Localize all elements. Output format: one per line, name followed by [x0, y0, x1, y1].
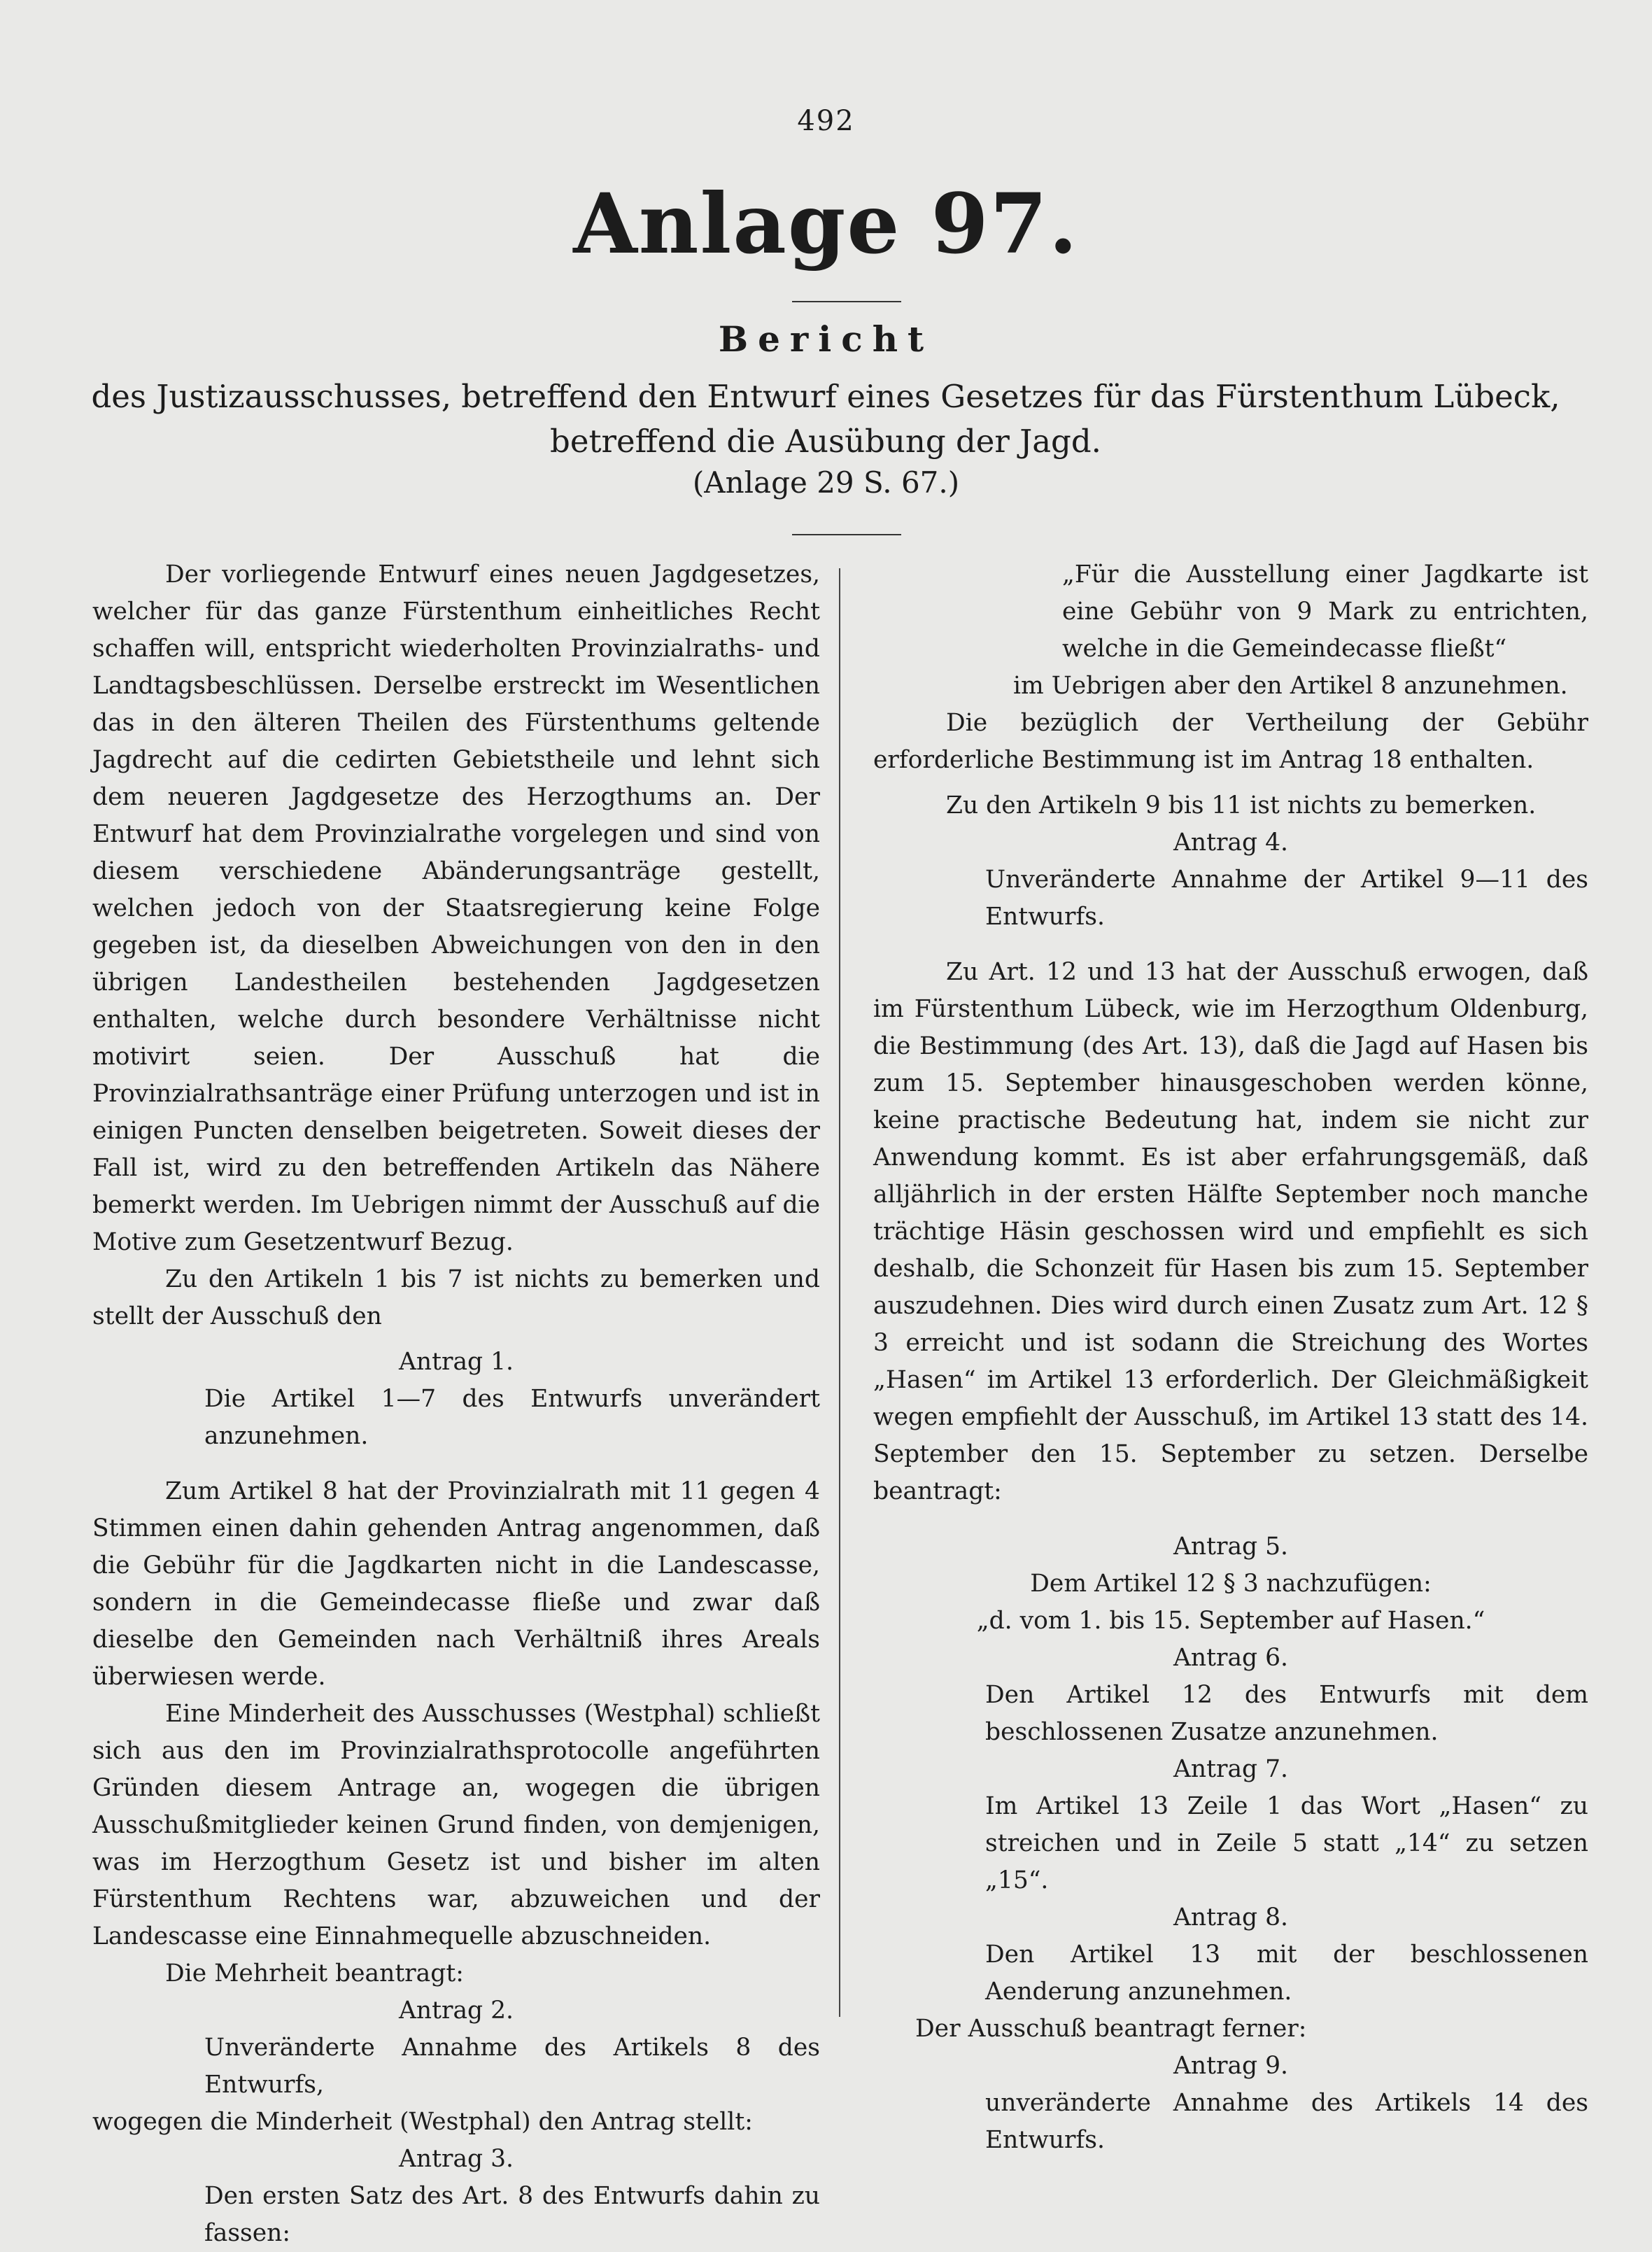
minority-motion-paragraph: wogegen die Minderheit (Westphal) den Antrag stellt: [92, 2108, 753, 2136]
articles-9-11-paragraph: Zu den Artikeln 9 bis 11 ist nichts zu bemerken. [946, 791, 1537, 819]
fee-distribution-paragraph: Die bezüglich der Vertheilung der Gebühr erforderliche Bestimmung ist im Antrag 18 enthalten. [873, 709, 1588, 774]
quoted-article-text: „Für die Ausstellung einer Jagdkarte ist eine Gebühr von 9 Mark zu entrichten, welche in die Gemeindecasse fließt“ [1062, 561, 1588, 663]
antrag-8-heading: Antrag 8. [1173, 1903, 1289, 1931]
antrag-1-heading: Antrag 1. [398, 1348, 514, 1376]
antrag-7-text: Im Artikel 13 Zeile 1 das Wort „Hasen“ zu streichen und in Zeile 5 statt „14“ zu setzen „15“. [985, 1792, 1588, 1894]
anlage-reference: (Anlage 29 S. 67.) [692, 465, 960, 500]
antrag-4-text: Unveränderte Annahme der Artikel 9—11 des Entwurfs. [985, 866, 1588, 931]
majority-paragraph: Die Mehrheit beantragt: [165, 1959, 464, 1987]
antrag-2-text: Unveränderte Annahme des Artikels 8 des Entwurfs, [204, 2034, 820, 2099]
antrag-4-heading: Antrag 4. [1173, 829, 1289, 857]
articles-12-13-paragraph: Zu Art. 12 und 13 hat der Ausschuß erwogen, daß im Fürstenthum Lübeck, wie im Herzogthum Oldenburg, die Bestimmung (des Art. 13), daß die Jagd auf Hasen bis zum 15. September hinausgeschoben werden könne, keine practische Bedeutung hat, indem sie nicht zur Anwendung kommt. Es ist aber erfahrungsgemäß, daß alljährlich in der ersten Hälfte September noch manche trächtige Häsin geschossen wird und empfiehlt es sich deshalb, die Schonzeit für Hasen bis zum 15. September auszudehnen. Dies wird durch einen Zusatz zum Art. 12 § 3 erreicht und ist sodann die Streichung des Wortes „Hasen“ im Artikel 13 erforderlich. Der Gleichmäßigkeit wegen empfiehlt der Ausschuß, im Artikel 13 statt des 14. September den 15. September zu setzen. Derselbe beantragt: [873, 958, 1588, 1505]
quote-conclusion: im Uebrigen aber den Artikel 8 anzunehmen. [1013, 672, 1568, 700]
minority-paragraph: Eine Minderheit des Ausschusses (Westphal) schließt sich aus den im Provinzialrathsprotocolle angeführten Gründen diesem Antrage an, wogegen die übrigen Ausschußmitglieder keinen Grund finden, von demjenigen, was im Herzogthum Gesetz ist und bisher im alten Fürstenthum Rechtens war, abzuweichen und der Landescasse eine Einnahmequelle abzuschneiden. [92, 1700, 820, 1950]
left-column [92, 556, 820, 2252]
antrag-5-text: Dem Artikel 12 § 3 nachzufügen: [1030, 1570, 1432, 1598]
page-title: Anlage 97. [573, 175, 1079, 272]
antrag-7-heading: Antrag 7. [1173, 1755, 1289, 1783]
antrag-3-text: Den ersten Satz des Art. 8 des Entwurfs dahin zu fassen: [204, 2182, 820, 2247]
further-motion-paragraph: Der Ausschuß beantragt ferner: [915, 2015, 1307, 2043]
antrag-1-text: Die Artikel 1—7 des Entwurfs unverändert anzunehmen. [204, 1385, 820, 1450]
articles-1-7-paragraph: Zu den Artikeln 1 bis 7 ist nichts zu bemerken und stellt der Ausschuß den [92, 1265, 820, 1330]
title-rule-top [792, 301, 901, 302]
right-column [873, 556, 1588, 2159]
antrag-3-heading: Antrag 3. [398, 2145, 514, 2173]
antrag-9-text: unveränderte Annahme des Artikels 14 des Entwurfs. [985, 2089, 1588, 2154]
report-subtitle: des Justizausschusses, betreffend den Entwurf eines Gesetzes für das Fürstenthum Lübeck, betreffend die Ausübung der Jagd. [91, 378, 1560, 460]
title-rule-bottom [792, 534, 901, 535]
intro-paragraph: Der vorliegende Entwurf eines neuen Jagdgesetzes, welcher für das ganze Fürstenthum einheitliches Recht schaffen will, entspricht wiederholten Provinzialraths- und Landtagsbeschlüssen. Derselbe erstreckt im Wesentlichen das in den älteren Theilen des Fürstenthums geltende Jagdrecht auf die cedirten Gebietstheile und lehnt sich dem neueren Jagdgesetze des Herzogthums an. Der Entwurf hat dem Provinzialrathe vorgelegen und sind von diesem verschiedene Abänderungsanträge gestellt, welchen jedoch von der Staatsregierung keine Folge gegeben ist, da dieselben Abweichungen von den in den übrigen Landestheilen bestehenden Jagdgesetzen enthalten, welche durch besondere Verhältnisse nicht motivirt seien. Der Ausschuß hat die Provinzialrathsanträge einer Prüfung unterzogen und ist in einigen Puncten denselben beigetreten. Soweit dieses der Fall ist, wird zu den betreffenden Artikeln das Nähere bemerkt werden. Im Uebrigen nimmt der Ausschuß auf die Motive zum Gesetzentwurf Bezug. [92, 561, 820, 1256]
article-8-paragraph: Zum Artikel 8 hat der Provinzialrath mit 11 gegen 4 Stimmen einen dahin gehenden Antrag angenommen, daß die Gebühr für die Jagdkarten nicht in die Landescasse, sondern in die Gemeindecasse fließe und zwar daß dieselbe den Gemeinden nach Verhältniß ihres Areals überwiesen werde. [92, 1477, 820, 1691]
column-divider [839, 568, 840, 2017]
antrag-5-addition: „d. vom 1. bis 15. September auf Hasen.“ [976, 1607, 1485, 1635]
antrag-9-heading: Antrag 9. [1173, 2052, 1289, 2080]
report-heading: Bericht [718, 318, 934, 360]
antrag-8-text: Den Artikel 13 mit der beschlossenen Aenderung anzunehmen. [985, 1941, 1588, 2006]
antrag-6-text: Den Artikel 12 des Entwurfs mit dem beschlossenen Zusatze anzunehmen. [985, 1681, 1588, 1746]
antrag-5-heading: Antrag 5. [1173, 1533, 1289, 1561]
antrag-6-heading: Antrag 6. [1173, 1644, 1289, 1672]
antrag-2-heading: Antrag 2. [398, 1997, 514, 2025]
page-number: 492 [797, 105, 855, 137]
